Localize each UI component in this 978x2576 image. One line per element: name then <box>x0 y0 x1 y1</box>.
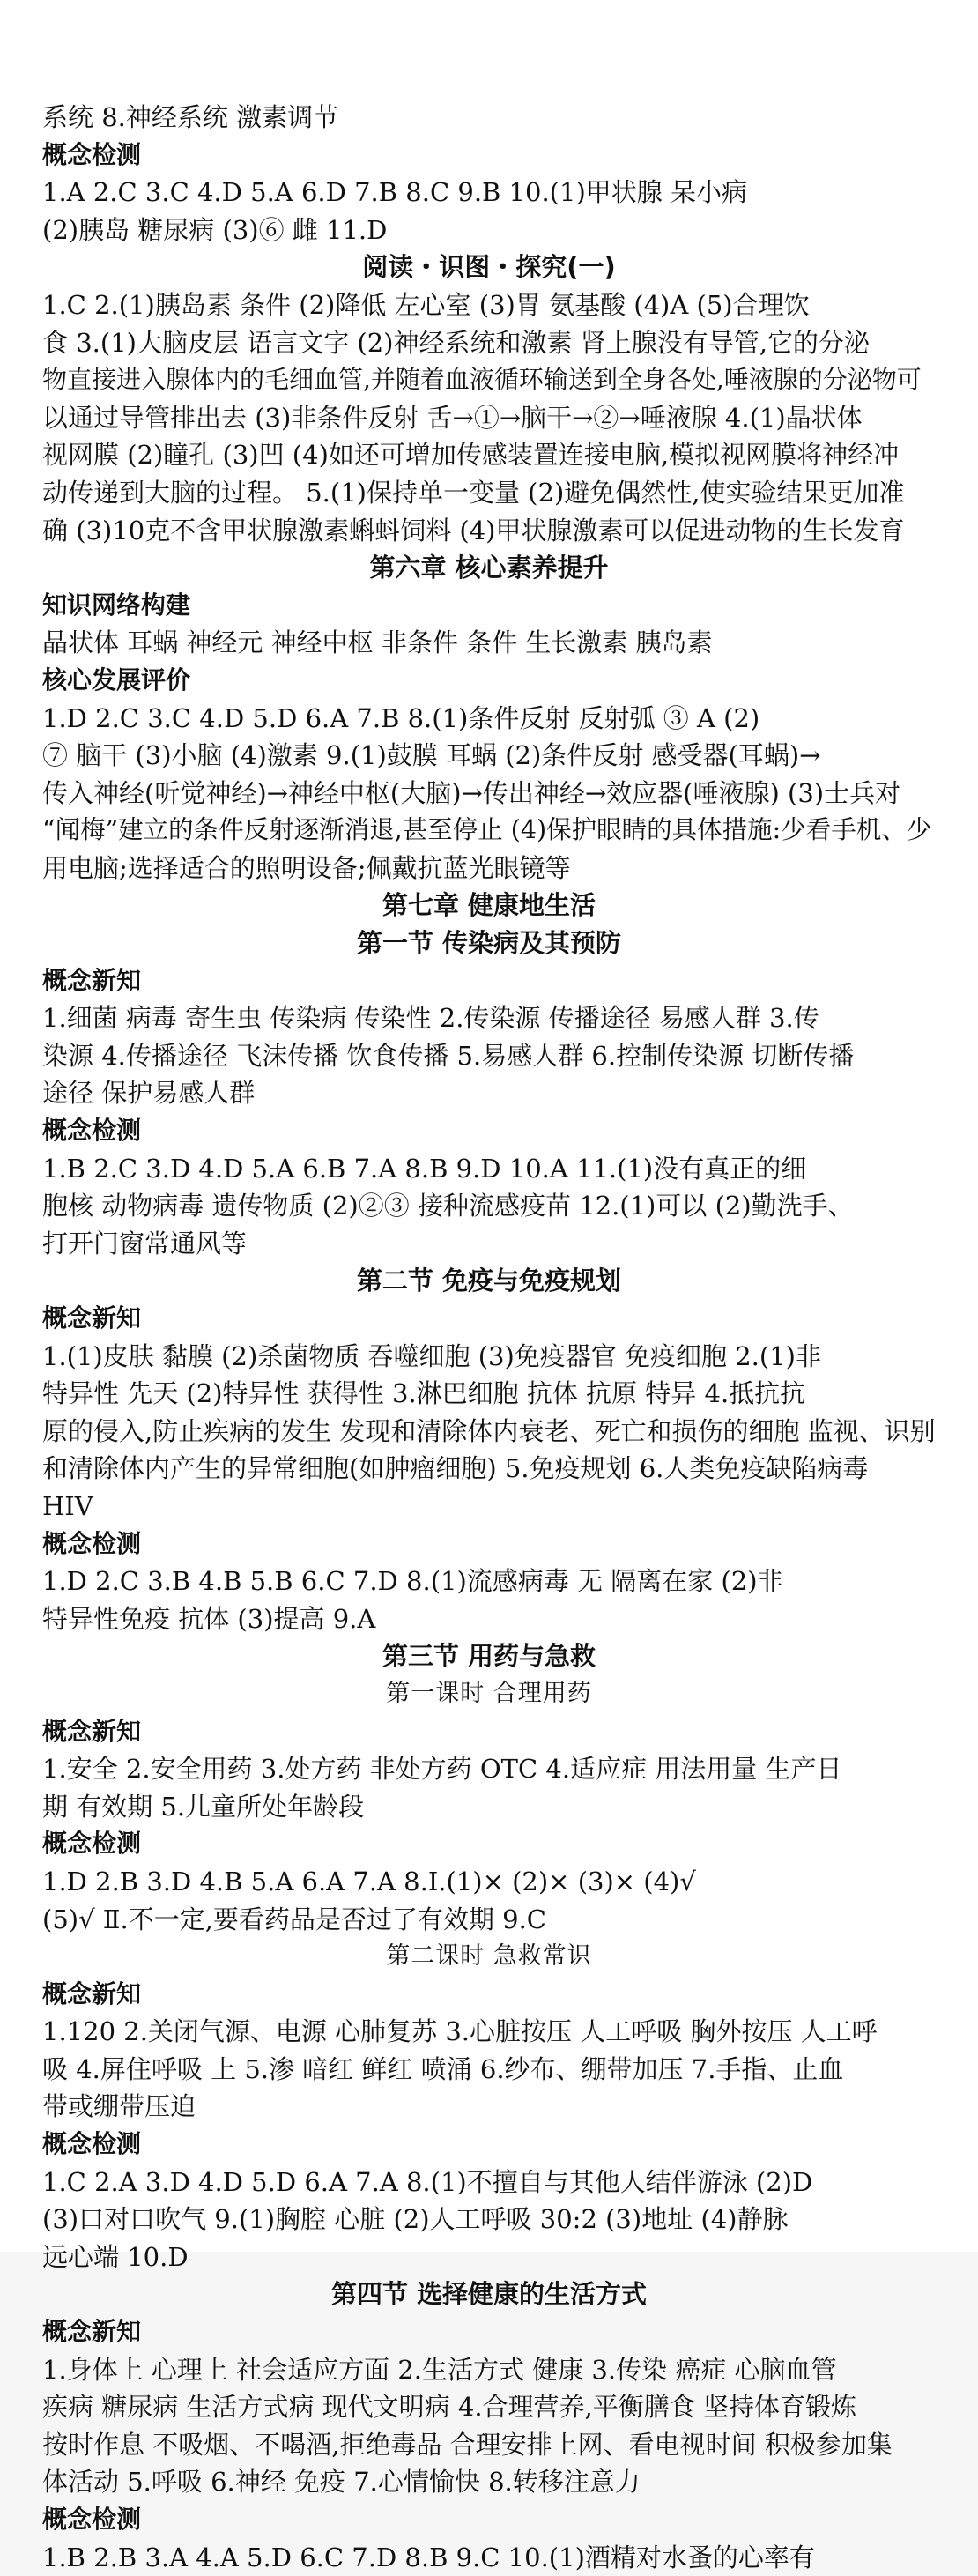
text-line: 吸 4.屏住呼吸 上 5.渗 暗红 鲜红 喷涌 6.纱布、绷带加压 7.手指、止血 <box>42 2053 844 2084</box>
section-heading: 概念新知 <box>42 1978 142 2008</box>
text-line: 1.B 2.C 3.D 4.D 5.A 6.B 7.A 8.B 9.D 10.A 11.(1)没有真正的细 <box>42 1153 807 1184</box>
text-line: 疾病 糖尿病 生活方式病 现代文明病 4.合理营养,平衡膳食 坚持体育锻炼 <box>42 2392 856 2423</box>
text-line: 1.120 2.关闭气源、电源 心肺复苏 3.心脏按压 人工呼吸 胸外按压 人工呼 <box>42 2016 878 2047</box>
text-line: 1.C 2.(1)胰岛素 条件 (2)降低 左心室 (3)胃 氨基酸 (4)A (5)合理饮 <box>42 289 810 320</box>
lesson-title: 第二课时 急救常识 <box>386 1942 592 1971</box>
text-line: 1.C 2.A 3.D 4.D 5.D 6.A 7.A 8.(1)不擅自与其他人结伴游泳 (2)D <box>42 2166 813 2197</box>
section-heading: 概念检测 <box>42 1829 142 1859</box>
section-heading: 概念新知 <box>42 2317 142 2347</box>
text-line: 打开门窗常通风等 <box>42 1228 248 1258</box>
text-line: “闻梅”建立的条件反射逐渐消退,甚至停止 (4)保护眼睛的具体措施:少看手机、少 <box>42 815 932 845</box>
chapter-title: 第六章 核心素养提升 <box>369 553 609 583</box>
section-title: 第二节 免疫与免疫规划 <box>356 1266 622 1296</box>
text-line: 动传递到大脑的过程。 5.(1)保持单一变量 (2)避免偶然性,使实验结果更加准 <box>42 477 905 508</box>
section-heading: 概念检测 <box>42 2505 142 2534</box>
text-line: 1.A 2.C 3.C 4.D 5.A 6.D 7.B 8.C 9.B 10.(1)甲状腺 呆小病 <box>42 177 747 208</box>
section-heading: 概念检测 <box>42 1116 142 1146</box>
lesson-title: 第一课时 合理用药 <box>386 1679 592 1707</box>
text-line: 特异性免疫 抗体 (3)提高 9.A <box>42 1603 376 1634</box>
text-line: 系统 8.神经系统 激素调节 <box>42 102 339 132</box>
text-line: 带或绷带压迫 <box>42 2091 196 2122</box>
text-line: 1.安全 2.安全用药 3.处方药 非处方药 OTC 4.适应症 用法用量 生产日 <box>42 1754 842 1785</box>
text-line: 体活动 5.呼吸 6.神经 免疫 7.心情愉快 8.转移注意力 <box>42 2467 641 2498</box>
text-line: 食 3.(1)大脑皮层 语言文字 (2)神经系统和激素 肾上腺没有导管,它的分泌 <box>42 327 870 358</box>
text-line: (5)√ Ⅱ.不一定,要看药品是否过了有效期 9.C <box>42 1904 547 1934</box>
text-line: 染源 4.传播途径 飞沫传播 饮食传播 5.易感人群 6.控制传染源 切断传播 <box>42 1040 855 1071</box>
text-line: 特异性 先天 (2)特异性 获得性 3.淋巴细胞 抗体 抗原 特异 4.抵抗抗 <box>42 1378 806 1409</box>
text-line: 途径 保护易感人群 <box>42 1078 256 1109</box>
section-heading: 概念新知 <box>42 1716 142 1746</box>
text-line: 1.D 2.C 3.C 4.D 5.D 6.A 7.B 8.(1)条件反射 反射弧 ③ A (2) <box>42 702 760 733</box>
text-line: (2)胰岛 糖尿病 (3)⑥ 雌 11.D <box>42 214 388 245</box>
section-title: 第一节 传染病及其预防 <box>356 928 622 959</box>
text-line: 晶状体 耳蜗 神经元 神经中枢 非条件 条件 生长激素 胰岛素 <box>42 627 713 658</box>
text-line: 1.D 2.C 3.B 4.B 5.B 6.C 7.D 8.(1)流感病毒 无 隔离在家 (2)非 <box>42 1566 783 1597</box>
text-line: 1.D 2.B 3.D 4.B 5.A 6.A 7.A 8.Ⅰ.(1)× (2)× (3)× (4)√ <box>42 1866 696 1897</box>
section-heading: 核心发展评价 <box>42 664 191 694</box>
text-line: 1.(1)皮肤 黏膜 (2)杀菌物质 吞噬细胞 (3)免疫器官 免疫细胞 2.(1)非 <box>42 1340 821 1371</box>
text-line: 视网膜 (2)瞳孔 (3)凹 (4)如还可增加传感装置连接电脑,模拟视网膜将神经冲 <box>42 440 900 471</box>
text-line: (3)口对口吹气 9.(1)胸腔 心脏 (2)人工呼吸 30:2 (3)地址 (4)静脉 <box>42 2204 789 2235</box>
text-line: 1.B 2.B 3.A 4.A 5.D 6.C 7.D 8.B 9.C 10.(1)酒精对水蚤的心率有 <box>42 2542 815 2572</box>
section-heading: 概念新知 <box>42 965 142 995</box>
section-title: 第四节 选择健康的生活方式 <box>330 2279 648 2310</box>
text-line: 1.细菌 病毒 寄生虫 传染病 传染性 2.传染源 传播途径 易感人群 3.传 <box>42 1003 819 1034</box>
text-line: 按时作息 不吸烟、不喝酒,拒绝毒品 合理安排上网、看电视时间 积极参加集 <box>42 2429 893 2460</box>
text-line: 原的侵入,防止疾病的发生 发现和清除体内衰老、死亡和损伤的细胞 监视、识别 <box>42 1415 936 1446</box>
section-heading: 概念检测 <box>42 2129 142 2159</box>
text-line: 确 (3)10克不含甲状腺激素蝌蚪饲料 (4)甲状腺激素可以促进动物的生长发育 <box>42 515 905 546</box>
text-line: 以通过导管排出去 (3)非条件反射 舌→①→脑干→②→唾液腺 4.(1)晶状体 <box>42 402 863 433</box>
text-line: 1.身体上 心理上 社会适应方面 2.生活方式 健康 3.传染 癌症 心脑血管 <box>42 2354 837 2385</box>
section-heading: 概念检测 <box>42 1528 142 1558</box>
text-line: 和清除体内产生的异常细胞(如肿瘤细胞) 5.免疫规划 6.人类免疫缺陷病毒 <box>42 1453 869 1484</box>
text-line: 用电脑;选择适合的照明设备;佩戴抗蓝光眼镜等 <box>42 852 571 883</box>
chapter-title: 阅读・识图・探究(一) <box>362 252 616 283</box>
text-line: ⑦ 脑干 (3)小脑 (4)激素 9.(1)鼓膜 耳蜗 (2)条件反射 感受器(耳蜗)→ <box>42 740 821 771</box>
text-line: HIV <box>42 1490 93 1521</box>
text-line: 远心端 10.D <box>42 2241 189 2272</box>
text-line: 传入神经(听觉神经)→神经中枢(大脑)→传出神经→效应器(唾液腺) (3)士兵对 <box>42 777 901 808</box>
section-heading: 概念检测 <box>42 139 142 169</box>
text-line: 期 有效期 5.儿童所处年龄段 <box>42 1791 365 1822</box>
section-heading: 知识网络构建 <box>42 590 191 620</box>
chapter-title: 第七章 健康地生活 <box>382 890 596 921</box>
text-line: 物直接进入腺体内的毛细血管,并随着血液循环输送到全身各处,唾液腺的分泌物可 <box>42 365 922 395</box>
section-title: 第三节 用药与急救 <box>382 1641 596 1672</box>
section-heading: 概念新知 <box>42 1303 142 1333</box>
text-line: 胞核 动物病毒 遗传物质 (2)②③ 接种流感疫苗 12.(1)可以 (2)勤洗手、 <box>42 1191 854 1221</box>
